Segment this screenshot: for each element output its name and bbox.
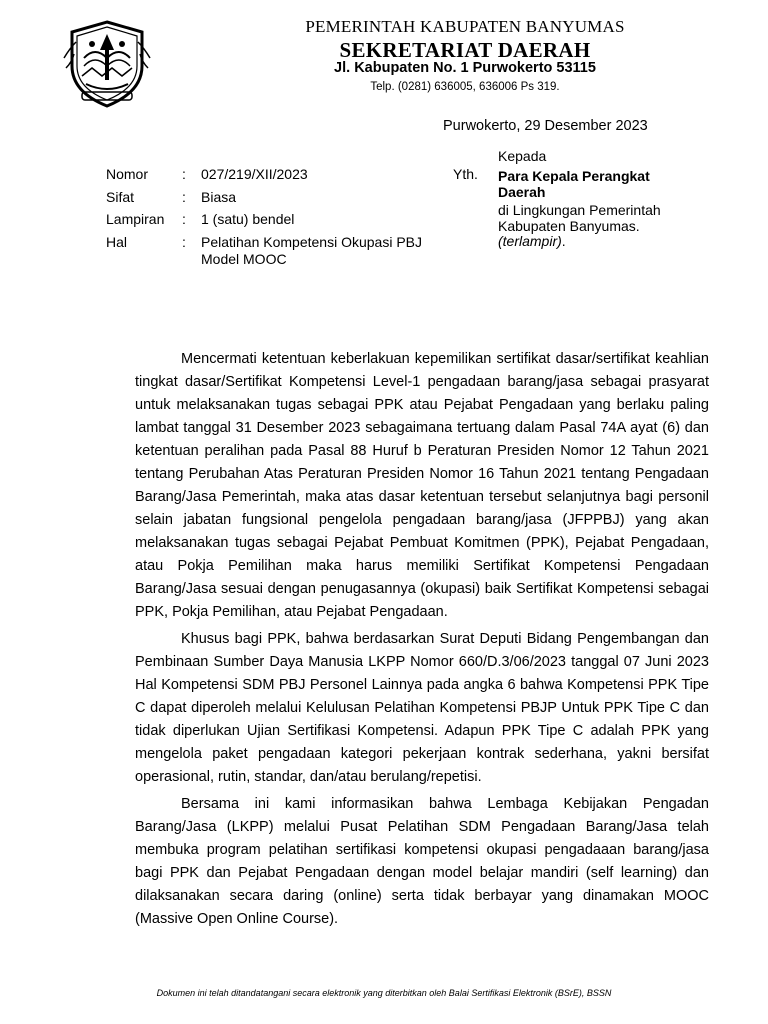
e-signature-footer: Dokumen ini telah ditandatangani secara elektronik yang diterbitkan oleh Balai Sertifikasi Elektronik (BSrE), BSSN [156, 988, 612, 998]
letterhead-government: PEMERINTAH KABUPATEN BANYUMAS [305, 17, 625, 36]
meta-colon: : [182, 189, 186, 205]
meta-label: Hal [106, 234, 128, 250]
recipient-note-suffix: . [561, 233, 566, 249]
meta-value: 1 (satu) bendel [201, 211, 295, 227]
letterhead-phone: Telp. (0281) 636005, 636006 Ps 319. [370, 81, 560, 93]
meta-colon: : [182, 211, 186, 227]
recipient-name: Para Kepala Perangkat Daerah [498, 168, 650, 200]
letterhead-address: Jl. Kabupaten No. 1 Purwokerto 53115 [334, 60, 596, 76]
body-paragraph: Mencermati ketentuan keberlakuan kepemilikan sertifikat dasar/sertifikat keahlian tingkat dasar/Sertifikat Kompetensi Level-1 pengadaan barang/jasa sebagai prasyarat untuk melaksanakan tugas sebagai PPK atau Pejabat Pengadaan yang berlaku paling lambat tanggal 31 Desember 2023 sebagaimana tertuang dalam Pasal 74A ayat (6) dan ketentuan peralihan pada Pasal 88 Huruf b Peraturan Presiden Nomor 12 Tahun 2021 tentang Perubahan Atas Peraturan Presiden Nomor 16 Tahun 2021 tentang Pengadaan Barang/Jasa Pemerintah, maka atas dasar ketentuan tersebut selanjutnya bagi personil selain jabatan fungsional pengelola pengadaan barang/jasa (JFPPBJ) yang akan melaksanakan tugas sebagai Pejabat Pembuat Komitmen (PPK), Pejabat Pengadaan, atau Pokja Pemilihan maka harus memiliki Sertifikat Kompetensi Pengadaan Barang/Jasa sesuai dengan penugasannya (okupasi) baik Sertifikat Kompetensi sebagai PPK, Pokja Pemilihan, atau Pejabat Pengadaan. [135, 351, 709, 620]
letter-date: Purwokerto, 29 Desember 2023 [443, 118, 648, 134]
meta-label: Nomor [106, 166, 149, 182]
recipient-note-italic: (terlampir) [498, 233, 562, 249]
body-paragraph: Bersama ini kami informasikan bahwa Lembaga Kebijakan Pengadan Barang/Jasa (LKPP) melalui Pusat Pelatihan SDM Pengadaan Barang/Jasa telah membuka program pelatihan sertifikasi kompetensi okupasi pengadaaan barang/jasa bagi PPK dan Pejabat Pengadaan dengan model belajar mandiri (self learning) dan dilaksanakan secara daring (online) serta tidak berbayar yang dinamakan MOOC (Massive Open Online Course). [135, 796, 709, 927]
meta-value: Pelatihan Kompetensi Okupasi PBJ Model MOOC [201, 234, 423, 267]
meta-label: Lampiran [106, 211, 165, 227]
letterhead-office: SEKRETARIAT DAERAH [339, 38, 591, 62]
recipient-note [498, 233, 698, 249]
recipient-location: di Lingkungan Pemerintah Kabupaten Banyumas. [498, 202, 661, 234]
body-paragraph: Khusus bagi PPK, bahwa berdasarkan Surat Deputi Bidang Pengembangan dan Pembinaan Sumber Daya Manusia LKPP Nomor 660/D.3/06/2023 tanggal 07 Juni 2023 Hal Kompetensi SDM PBJ Personel Lainnya pada angka 6 bahwa Kompetensi PPK Tipe C dapat diperoleh melalui Kelulusan Pelatihan Kompetensi PBJP Untuk PPK Tipe C dan tidak diperlukan Ujian Sertifikasi Kompetensi. Adapun PPK Tipe C adalah PPK yang mengelola paket pengadaan kategori pekerjaan kontrak sederhana, yakni bersifat operasional, rutin, standar, dan/atau berulang/repetisi. [135, 631, 709, 785]
recipient-yth: Yth. [453, 166, 478, 182]
banyumas-coat-of-arms-logo [62, 18, 152, 110]
meta-label: Sifat [106, 189, 135, 205]
recipient-kepada: Kepada [498, 148, 547, 164]
letter-body [135, 348, 709, 931]
meta-colon: : [182, 166, 186, 182]
meta-value: Biasa [201, 189, 237, 205]
meta-value: 027/219/XII/2023 [201, 166, 308, 182]
meta-colon: : [182, 234, 186, 250]
